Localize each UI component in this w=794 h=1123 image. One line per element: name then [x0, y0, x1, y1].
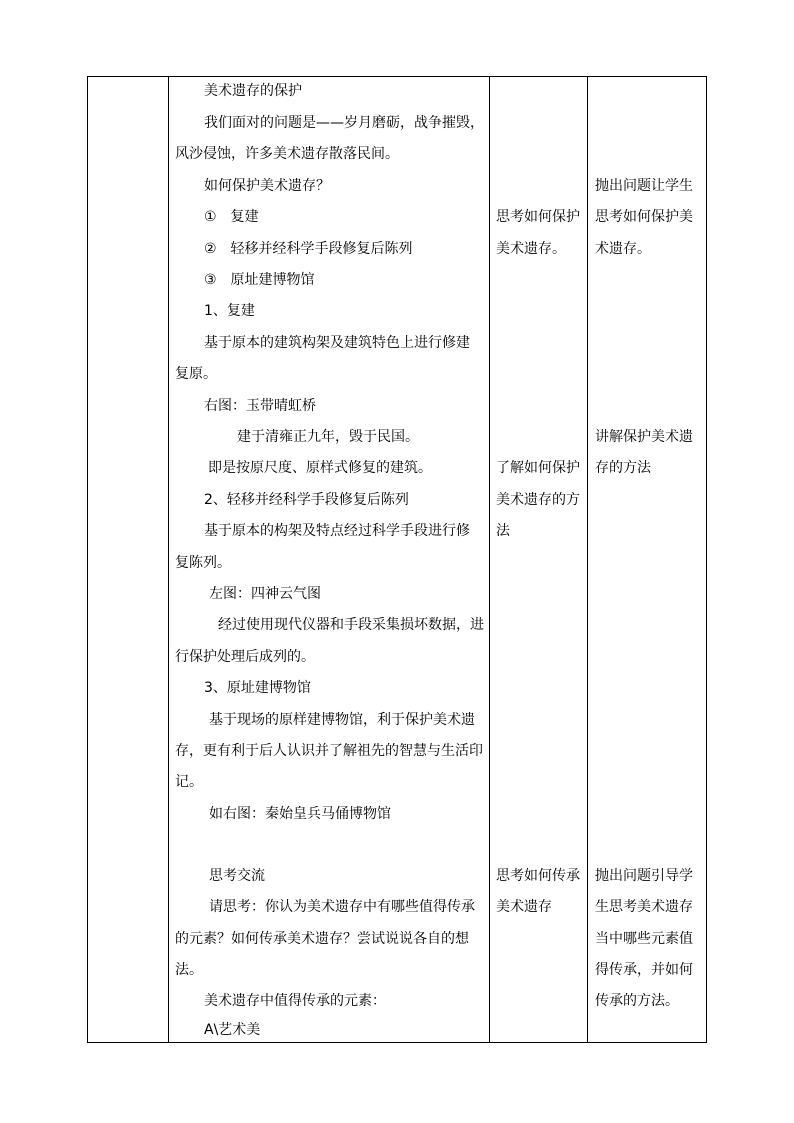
student-activity-line: 思考如何传承 — [496, 868, 580, 884]
list-item: ② 轻移并经科学手段修复后陈列 — [204, 241, 413, 257]
design-intent-line: 抛出问题引导学 — [595, 868, 693, 884]
section-title: 美术遗存的保护 — [204, 83, 302, 99]
content-line: 美术遗存中值得传承的元素： — [204, 993, 386, 1009]
figure-caption: 右图：玉带晴虹桥 — [204, 398, 316, 414]
column-divider — [168, 77, 169, 1042]
content-line: 我们面对的问题是——岁月磨砺，战争摧毁， — [204, 115, 484, 131]
content-line: 的元素？如何传承美术遗存？尝试说说各自的想 — [175, 931, 469, 947]
list-item: A\艺术美 — [204, 1022, 261, 1038]
figure-caption: 左图：四神云气图 — [209, 586, 321, 602]
section-title: 思考交流 — [209, 868, 265, 884]
content-line: 记。 — [175, 774, 203, 790]
subheading: 3、原址建博物馆 — [204, 680, 311, 696]
content-line: 经过使用现代仪器和手段采集损坏数据，进 — [218, 617, 484, 633]
design-intent-line: 讲解保护美术遗 — [595, 429, 693, 445]
design-intent-line: 术遗存。 — [595, 241, 651, 257]
student-activity-line: 美术遗存。 — [496, 241, 566, 257]
list-item: ③ 原址建博物馆 — [204, 272, 315, 288]
content-line: 复陈列。 — [175, 555, 231, 571]
list-item: ① 复建 — [204, 209, 259, 225]
design-intent-line: 得传承，并如何 — [595, 962, 693, 978]
student-activity-line: 美术遗存的方 — [496, 492, 580, 508]
design-intent-line: 抛出问题让学生 — [595, 178, 693, 194]
student-activity-line: 法 — [496, 523, 510, 539]
subheading: 2、轻移并经科学手段修复后陈列 — [204, 492, 409, 508]
content-line: 请思考：你认为美术遗存中有哪些值得传承 — [209, 899, 475, 915]
design-intent-line: 传承的方法。 — [595, 993, 679, 1009]
subheading: 1、复建 — [204, 303, 255, 319]
content-line: 风沙侵蚀，许多美术遗存散落民间。 — [175, 146, 399, 162]
column-divider — [489, 77, 490, 1042]
student-activity-line: 思考如何保护 — [496, 209, 580, 225]
question-line: 如何保护美术遗存？ — [204, 178, 330, 194]
content-line: 行保护处理后成列的。 — [175, 649, 315, 665]
student-activity-line: 了解如何保护 — [496, 460, 580, 476]
content-line: 复原。 — [175, 366, 217, 382]
content-line: 建于清雍正九年，毁于民国。 — [237, 429, 419, 445]
content-line: 基于原本的建筑构架及建筑特色上进行修建 — [204, 335, 470, 351]
design-intent-line: 当中哪些元素值 — [595, 931, 693, 947]
stage-cell — [88, 77, 168, 1042]
content-line: 存，更有利于后人认识并了解祖先的智慧与生活印 — [175, 743, 483, 759]
student-activity-line: 美术遗存 — [496, 899, 552, 915]
design-intent-line: 生思考美术遗存 — [595, 899, 693, 915]
design-intent-line: 存的方法 — [595, 460, 651, 476]
design-intent-line: 思考如何保护美 — [595, 209, 693, 225]
content-line: 法。 — [175, 962, 203, 978]
content-line: 基于现场的原样建博物馆，利于保护美术遗 — [209, 712, 475, 728]
content-line: 即是按原尺度、原样式修复的建筑。 — [208, 460, 432, 476]
lesson-table — [87, 76, 707, 1043]
figure-caption: 如右图：秦始皇兵马俑博物馆 — [209, 806, 391, 822]
column-divider — [587, 77, 588, 1042]
content-line: 基于原本的构架及特点经过科学手段进行修 — [204, 523, 470, 539]
